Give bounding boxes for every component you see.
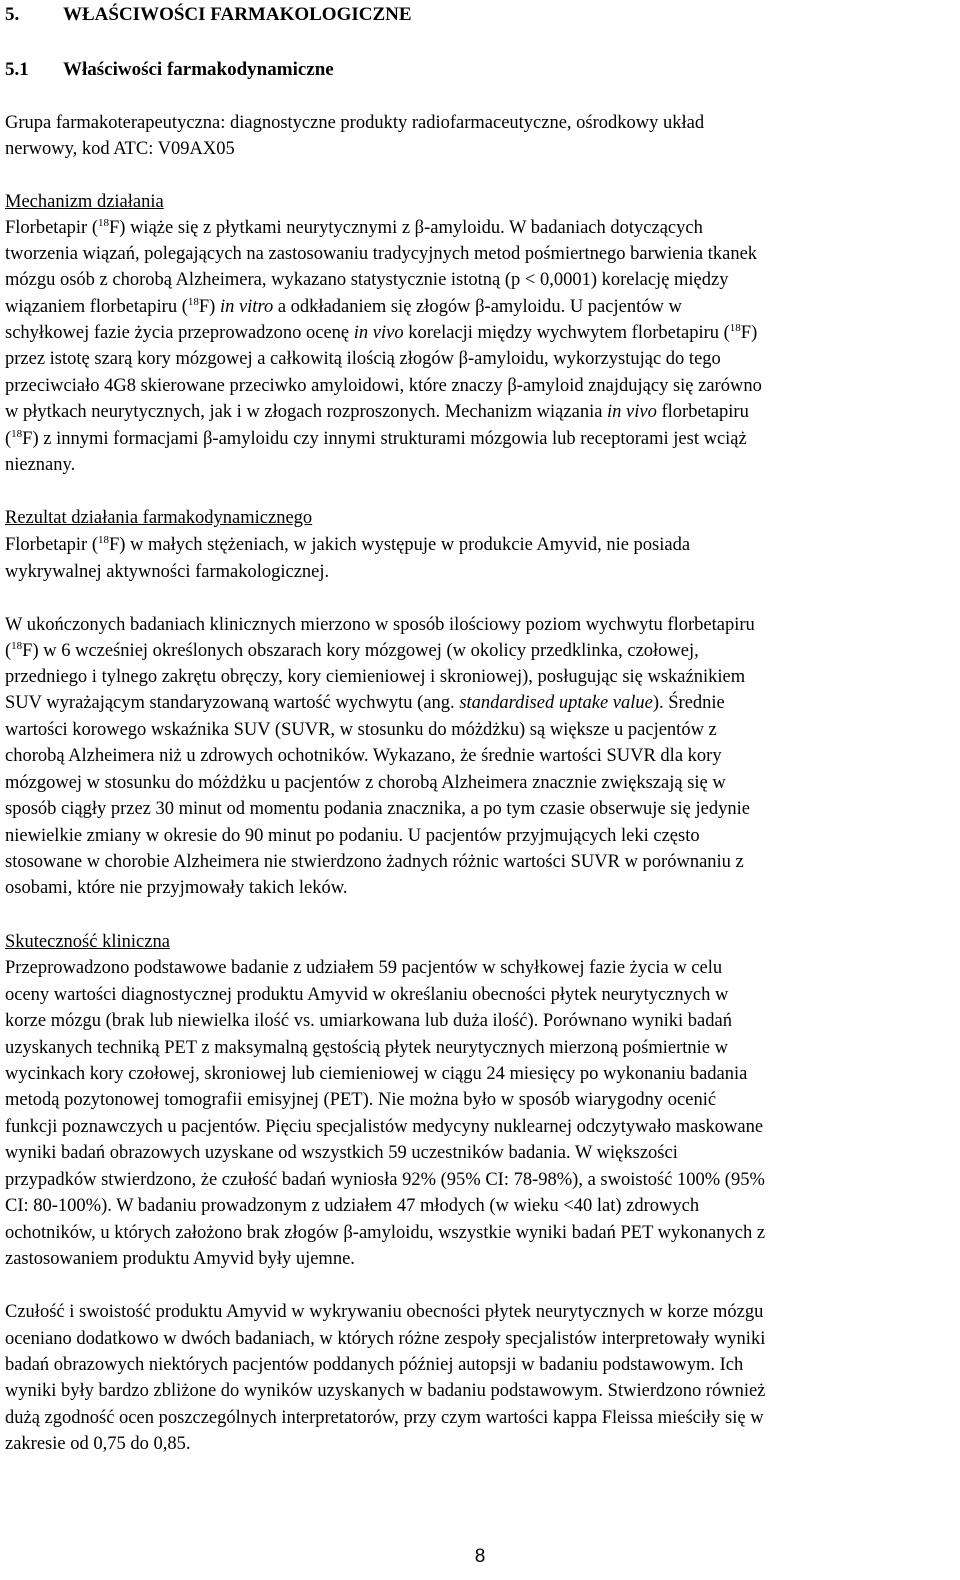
text-line: oceniano dodatkowo w dwóch badaniach, w których różne zespoły specjalistów interpretowały wyniki: [5, 1329, 766, 1349]
pharmacodynamic-effects-heading: Rezultat działania farmakodynamicznego: [5, 508, 313, 528]
text-line: sposób ciągły przez 30 minut od momentu podania znacznika, a po tym czasie obserwuje się jedynie: [5, 799, 750, 819]
text-line: wykrywalnej aktywności farmakologicznej.: [5, 562, 330, 582]
text-line: SUV wyrażającym standaryzowaną wartość wychwytu (ang. standardised uptake value). Średnie: [5, 693, 725, 713]
section-title: WŁAŚCIWOŚCI FARMAKOLOGICZNE: [63, 4, 412, 25]
text-line: badań obrazowych niektórych pacjentów poddanych później autopsji w badaniu podstawowym. Ich: [5, 1355, 744, 1375]
text-line: stosowane w chorobie Alzheimera nie stwierdzono żadnych różnic wartości SUVR w porównaniu z: [5, 852, 744, 872]
text-line: Grupa farmakoterapeutyczna: diagnostyczne produkty radiofarmaceutyczne, ośrodkowy układ: [5, 113, 705, 133]
text-line: mózgowej w stosunku do móżdżku u pacjentów z chorobą Alzheimera znacznie zwiększają się w: [5, 773, 726, 793]
section-number: 5.: [5, 4, 20, 25]
text-line: wiązaniem florbetapiru ($^{18}$F) in vitro a odkładaniem się złogów β-amyloidu. U pacjentów w: [5, 296, 682, 317]
text-line: zakresie od 0,75 do 0,85.: [5, 1434, 191, 1454]
text-line: ($^{18}$F) w 6 wcześniej określonych obszarach kory mózgowej (w okolicy przedklinka, czołowej,: [5, 640, 699, 661]
text-line: korze mózgu (brak lub niewielka ilość vs. umiarkowana lub duża ilość). Porównano wyniki badań: [5, 1011, 732, 1031]
text-line: wyniki były bardzo zbliżone do wyników uzyskanych w badaniu podstawowym. Stwierdzono również: [5, 1381, 766, 1401]
text-line: chorobą Alzheimera niż u zdrowych ochotników. Wykazano, że średnie wartości SUVR dla kory: [5, 746, 722, 766]
text-line: przez istotę szarą kory mózgowej a całkowitą ilością złogów β-amyloidu, wykorzystując do tego: [5, 349, 721, 369]
text-line: przeciwciało 4G8 skierowane przeciwko amyloidowi, które znaczy β-amyloid znajdujący się zarówno: [5, 376, 762, 396]
text-line: Florbetapir ($^{18}$F) w małych stężeniach, w jakich występuje w produkcie Amyvid, nie posiada: [5, 534, 691, 555]
text-line: oceny wartości diagnostycznej produktu Amyvid w określaniu obecności płytek neurytycznych w: [5, 985, 729, 1005]
text-line: uzyskanych techniką PET z maksymalną gęstością płytek neurytycznych mierzoną pośmiertnie w: [5, 1038, 728, 1058]
text-line: metodą pozytonowej tomografii emisyjnej (PET). Nie można było w sposób wiarygodny ocenić: [5, 1090, 717, 1110]
text-line: CI: 80-100%). W badaniu prowadzonym z udziałem 47 młodych (w wieku <40 lat) zdrowych: [5, 1196, 700, 1216]
subsection-number: 5.1: [5, 59, 29, 80]
text-line: schyłkowej fazie życia przeprowadzono ocenę in vivo korelacji między wychwytem florbetapiru ($^{18}$F): [5, 322, 758, 343]
text-line: nerwowy, kod ATC: V09AX05: [5, 139, 235, 159]
text-line: tworzenia wiązań, polegających na zastosowaniu tradycyjnych metod pośmiertnego barwienia tkanek: [5, 244, 758, 264]
text-line: Przeprowadzono podstawowe badanie z udziałem 59 pacjentów w schyłkowej fazie życia w celu: [5, 958, 723, 978]
text-line: nieznany.: [5, 455, 76, 475]
text-line: przedniego i tylnego zakrętu obręczy, kory ciemieniowej i skroniowej), posługując się wskaźnikiem: [5, 667, 746, 687]
text-line: funkcji poznawczych u pacjentów. Pięciu specjalistów medycyny nuklearnej odczytywało maskowane: [5, 1117, 764, 1137]
text-line: zastosowaniem produktu Amyvid były ujemne.: [5, 1249, 355, 1269]
text-line: mózgu osób z chorobą Alzheimera, wykazano statystycznie istotną (p < 0,0001) korelację między: [5, 270, 729, 290]
text-line: wartości korowego wskaźnika SUV (SUVR, w stosunku do móżdżku) są większe u pacjentów z: [5, 720, 717, 740]
text-line: wyniki badań obrazowych uzyskane od wszystkich 59 uczestników badania. W większości: [5, 1143, 678, 1163]
text-line: ($^{18}$F) z innymi formacjami β-amyloidu czy innymi strukturami mózgowia lub receptorami jest wciąż: [5, 428, 747, 449]
page-number: 8: [474, 1546, 486, 1567]
text-line: przypadków stwierdzono, że czułość badań wyniosła 92% (95% CI: 78-98%), a swoistość 100% (95%: [5, 1170, 765, 1190]
text-line: wycinkach kory czołowej, skroniowej lub ciemieniowej w ciągu 24 miesięcy po wykonaniu badania: [5, 1064, 748, 1084]
text-line: W ukończonych badaniach klinicznych mierzono w sposób ilościowy poziom wychwytu florbetapiru: [5, 615, 755, 635]
text-line: w płytkach neurytycznych, jak i w złogach rozproszonych. Mechanizm wiązania in vivo florbetapiru: [5, 402, 749, 422]
text-line: ochotników, u których założono brak złogów β-amyloidu, wszystkie wyniki badań PET wykonanych z: [5, 1223, 766, 1243]
text-line: Czułość i swoistość produktu Amyvid w wykrywaniu obecności płytek neurytycznych w korze mózgu: [5, 1302, 764, 1322]
subsection-title: Właściwości farmakodynamiczne: [63, 59, 334, 80]
mechanism-heading: Mechanizm działania: [5, 192, 164, 212]
text-line: Florbetapir ($^{18}$F) wiąże się z płytkami neurytycznymi z β-amyloidu. W badaniach dotyczących: [5, 217, 703, 238]
clinical-efficacy-heading: Skuteczność kliniczna: [5, 932, 170, 952]
text-line: osobami, które nie przyjmowały takich leków.: [5, 878, 348, 898]
text-line: niewielkie zmiany w okresie do 90 minut po podaniu. U pacjentów przyjmujących leki często: [5, 826, 700, 846]
subsection-heading: [5, 59, 334, 81]
text-line: dużą zgodność ocen poszczególnych interpretatorów, przy czym wartości kappa Fleissa mieściły się w: [5, 1408, 764, 1428]
section-heading: [5, 4, 412, 26]
